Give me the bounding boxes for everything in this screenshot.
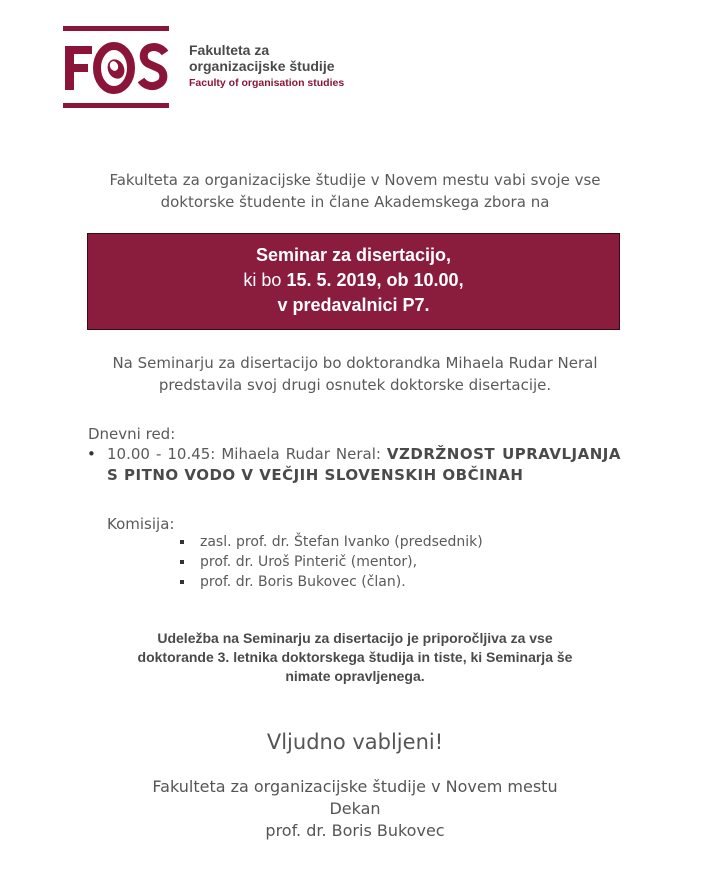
- org-name-english: Faculty of organisation studies: [189, 77, 345, 89]
- event-date-time: 15. 5. 2019, ob 10.00,: [286, 270, 464, 290]
- agenda-item: [107, 444, 621, 486]
- committee-member: zasl. prof. dr. Štefan Ivanko (predsednik): [200, 534, 483, 550]
- event-description: [60, 352, 650, 396]
- invitation-text: [60, 169, 650, 213]
- description-line2: predstavila svoj drugi osnutek doktorske disertacije.: [158, 376, 552, 394]
- agenda-time-speaker: 10.00 - 10.45: Mihaela Rudar Neral:: [107, 445, 387, 463]
- attendance-note: [80, 629, 630, 686]
- event-title: Seminar za disertacijo,: [255, 245, 452, 265]
- note-line1: Udeležba na Seminarju za disertacijo je priporočljiva za vse: [157, 630, 553, 646]
- org-name-line1: Fakulteta za: [189, 42, 270, 58]
- event-box: [87, 233, 620, 330]
- event-when: [88, 268, 619, 293]
- list-item: [180, 552, 483, 572]
- committee-member: prof. dr. Boris Bukovec (član).: [200, 574, 406, 590]
- note-line3: nimate opravljenega.: [285, 668, 425, 684]
- event-when-prefix: ki bo: [243, 270, 287, 290]
- list-item: [180, 572, 483, 592]
- invitation-line2: doktorske študente in člane Akademskega zbora na: [160, 193, 550, 211]
- list-item: [180, 532, 483, 552]
- agenda-label: Dnevni red:: [88, 425, 176, 443]
- signature-block: [60, 776, 650, 842]
- square-bullet-icon: [180, 540, 184, 544]
- fos-logo: [63, 26, 183, 108]
- greeting: Vljudno vabljeni!: [266, 730, 444, 754]
- sender-name: prof. dr. Boris Bukovec: [265, 821, 445, 840]
- note-line2: doktorande 3. letnika doktorskega študija in tiste, ki Seminarja še: [137, 649, 573, 665]
- committee-label: Komisija:: [107, 515, 175, 533]
- talk-title: VZDRŽNOST UPRAVLJANJA S PITNO VODO V VEČJIH SLOVENSKIH OBČINAH: [107, 445, 621, 484]
- committee-list: [180, 532, 483, 592]
- bullet-icon: •: [87, 445, 96, 463]
- fos-logo-icon: [63, 26, 183, 108]
- sender-institution: Fakulteta za organizacijske študije v Novem mestu: [152, 777, 558, 796]
- square-bullet-icon: [180, 560, 184, 564]
- event-location: v predavalnici P7.: [277, 295, 430, 315]
- description-line1: Na Seminarju za disertacijo bo doktorandka Mihaela Rudar Neral: [112, 354, 598, 372]
- sender-role: Dekan: [329, 799, 381, 818]
- square-bullet-icon: [180, 580, 184, 584]
- committee-member: prof. dr. Uroš Pinterič (mentor),: [200, 554, 418, 570]
- invitation-line1: Fakulteta za organizacijske študije v Novem mestu vabi svoje vse: [109, 171, 601, 189]
- organization-name: [189, 42, 344, 91]
- org-name-line2: organizacijske študije: [189, 58, 335, 74]
